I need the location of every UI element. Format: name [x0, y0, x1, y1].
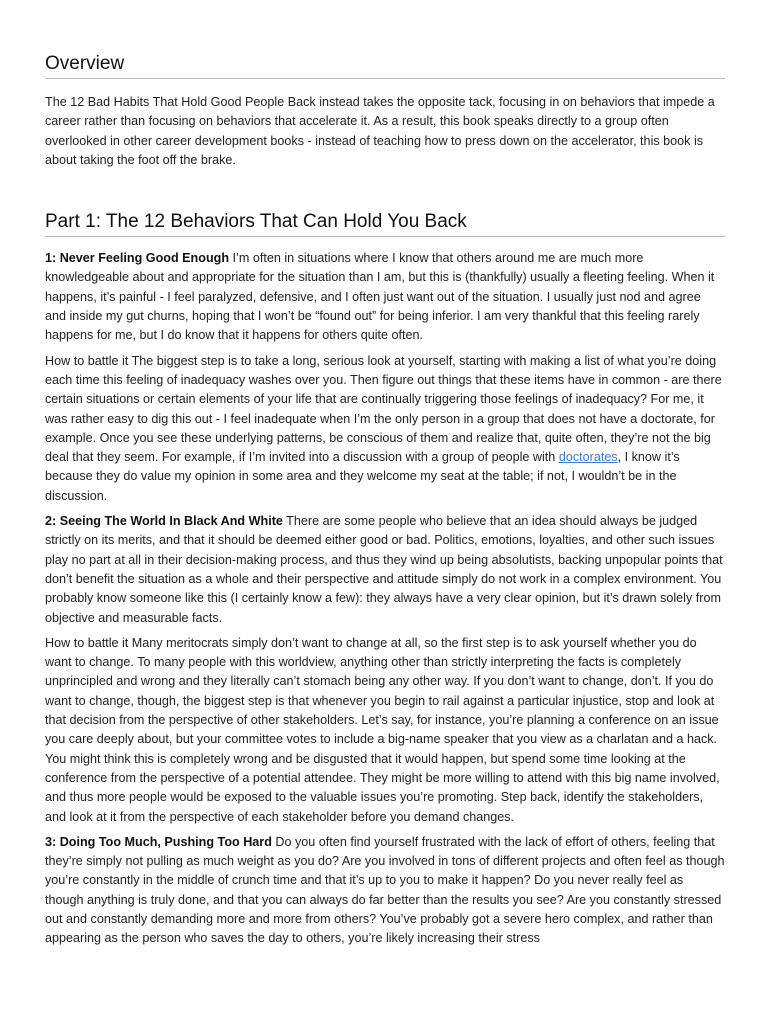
item1-title: 1: Never Feeling Good Enough — [45, 251, 230, 266]
item1-text: I’m often in situations where I know that others around me are much more knowledgeable about and appropriate for the situation than I am, but this is (thankfully) usually a fleeting feeling. When it happens, it’s painful - I feel paralyzed, defensive, and I often just want out of the situation. I usually just nod and agree and inside my gut churns, hoping that I won’t be “found out” for being inferior. I am very thankful that this feeling rarely happens for me, but I do know that it happens for others quite often. — [45, 251, 715, 343]
item1-paragraph — [45, 249, 725, 345]
document-content — [45, 52, 725, 955]
item3-title: 3: Doing Too Much, Pushing Too Hard — [45, 834, 272, 849]
overview-heading: Overview — [45, 52, 725, 79]
part1-heading: Part 1: The 12 Behaviors That Can Hold You Back — [45, 210, 725, 237]
item3-paragraph — [45, 833, 725, 949]
item3-text: Do you often find yourself frustrated with the lack of effort of others, feeling that they’re simply not pulling as much weight as you do? Are you involved in tons of different projects and often feel as though you’re constantly in the middle of crunch time and that it’s up to you to make it happen? Do you never really feel as though anything is truly done, and that you can always do far better than the results you see? Are you constantly stressed out and constantly demanding more and more from others? You’ve probably got a severe hero complex, and rather than appearing as the person who saves the day to others, you’re likely increasing their stress — [45, 834, 725, 946]
item2-battle-paragraph: How to battle it Many meritocrats simply don’t want to change at all, so the first step is to ask yourself whether you do want to change. To many people with this worldview, anything other than strictly interpreting the facts is completely unprincipled and wrong and they literally can’t stomach being any other way. If you don’t want to change, don’t. If you do want to change, though, the biggest step is that whenever you begin to rail against a particular injustice, stop and look at that decision from the perspective of other stakeholders. Let’s say, for instance, you’re planning a conference on an issue you care deeply about, but your committee votes to include a big-name speaker that you view as a charlatan and a hack. You might think this is completely wrong and be disgusted that it would happen, but spend some time looking at the conference from the perspective of a potential attendee. They might be more willing to attend with this big name involved, and thus more people would be exposed to the valuable issues you’re promoting. Step back, identify the stakeholders, and look at it from the perspective of each stakeholder before you demand changes. — [45, 635, 720, 824]
item1-battle-after: , I know it’s because they do value my opinion in some area and they welcome my seat at the table; if not, I wouldn’t be in the discussion. — [45, 450, 680, 503]
item1-battle-before: How to battle it The biggest step is to take a long, serious look at yourself, starting with making a list of what you’re doing each time this feeling of inadequacy washes over you. Then figure out things that these items have in common - are there certain situations or certain elements of your life that are continually triggering those feelings of inadequacy? For me, it was rather easy to dig this out - I feel inadequate when I’m the only person in a group that does not have a doctorate, for example. Once you see these underlying patterns, be conscious of them and realize that, quite often, they’re not the big deal that they seem. For example, if I’m invited into a discussion with a group of people with — [45, 353, 722, 465]
item2-paragraph — [45, 512, 725, 628]
overview-paragraph: The 12 Bad Habits That Hold Good People Back instead takes the opposite tack, focusing in on behaviors that impede a career rather than focusing on behaviors that accelerate it. As a result, this book speaks directly to a group often overlooked in other career development books - instead of teaching how to press down on the accelerator, this book is about taking the foot off the brake. — [45, 95, 715, 167]
item1-battle-paragraph — [45, 352, 725, 506]
item2-title: 2: Seeing The World In Black And White — [45, 514, 283, 529]
doctorates-link[interactable]: doctorates — [558, 450, 618, 465]
item2-text: There are some people who believe that an idea should always be judged strictly on its merits, and that it should be deemed either good or bad. Politics, emotions, loyalties, and other such issues play no part at all in their decision-making process, and thus they wind up being absolutists, backing unpopular points that don’t benefit the situation as a whole and their perspective and attitude simply do not work in a complex environment. You probably know someone like this (I certainly know a few): they always have a very clear opinion, but it’s drawn solely from objective and measurable facts. — [45, 514, 723, 625]
